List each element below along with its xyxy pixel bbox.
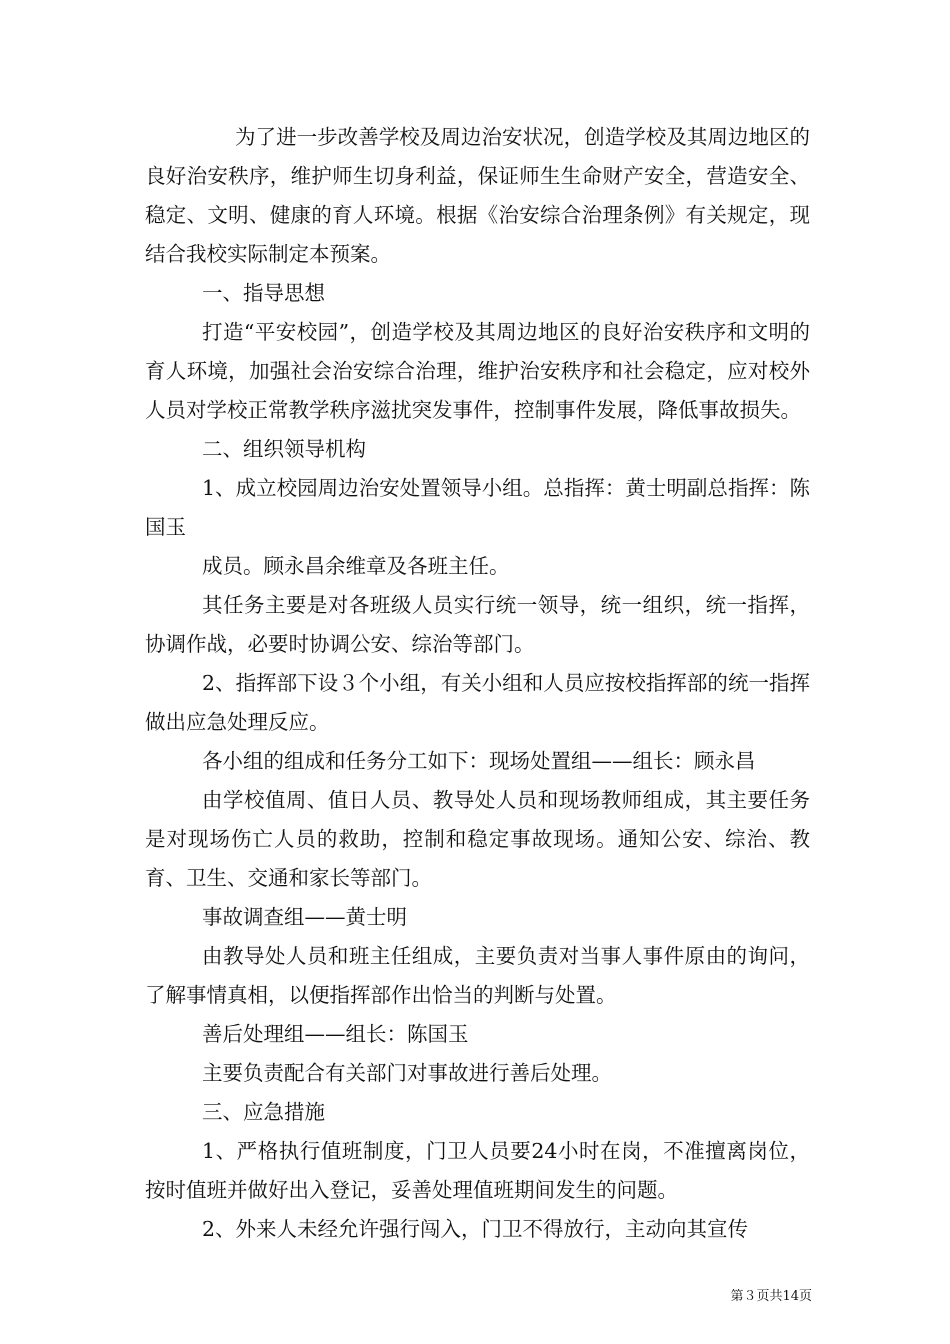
page-number-footer: 第３页共14页 [730, 1289, 812, 1304]
paragraph: 由教导处人员和班主任组成，主要负责对当事人事件原由的询问，了解事情真相，以便指挥部作出恰当的判断与处置。 [145, 944, 810, 1007]
paragraph: 由学校值周、值日人员、教导处人员和现场教师组成，其主要任务是对现场伤亡人员的救助，控制和稳定事故现场。通知公安、综治、教育、卫生、交通和家长等部门。 [145, 788, 810, 890]
paragraph: 主要负责配合有关部门对事故进行善后处理。 [202, 1061, 612, 1085]
document-body [145, 118, 810, 1249]
paragraph: 1、严格执行值班制度，门卫人员要24小时在岗，不准擅离岗位，按时值班并做好出入登记，妥善处理值班期间发生的问题。 [145, 1139, 810, 1202]
intro-paragraph: 为了进一步改善学校及周边治安状况，创造学校及其周边地区的良好治安秩序，维护师生切身利益，保证师生生命财产安全，营造安全、稳定、文明、健康的育人环境。根据《治安综合治理条例》有关规定，现结合我校实际制定本预案。 [145, 125, 810, 266]
paragraph: 1、成立校园周边治安处置领导小组。总指挥：黄士明副总指挥：陈国玉 [145, 476, 810, 539]
paragraph: 其任务主要是对各班级人员实行统一领导，统一组织，统一指挥，协调作战，必要时协调公安、综治等部门。 [145, 593, 810, 656]
paragraph: 2、指挥部下设３个小组，有关小组和人员应按校指挥部的统一指挥做出应急处理反应。 [145, 671, 810, 734]
paragraph: 事故调查组——黄士明 [202, 905, 407, 929]
section-heading-guiding-thought: 一、指导思想 [202, 281, 325, 305]
paragraph: 打造“平安校园”，创造学校及其周边地区的良好治安秩序和文明的育人环境，加强社会治安综合治理，维护治安秩序和社会稳定，应对校外人员对学校正常教学秩序滋扰突发事件，控制事件发展，降低事故损失。 [145, 320, 810, 422]
paragraph: 成员。顾永昌余维章及各班主任。 [202, 554, 510, 578]
paragraph: 善后处理组——组长：陈国玉 [202, 1022, 469, 1046]
section-heading-emergency-measures: 三、应急措施 [202, 1100, 325, 1124]
paragraph: 2、外来人未经允许强行闯入，门卫不得放行，主动向其宣传 [202, 1217, 749, 1241]
section-heading-organization: 二、组织领导机构 [202, 437, 366, 461]
paragraph: 各小组的组成和任务分工如下：现场处置组——组长：顾永昌 [202, 749, 756, 773]
